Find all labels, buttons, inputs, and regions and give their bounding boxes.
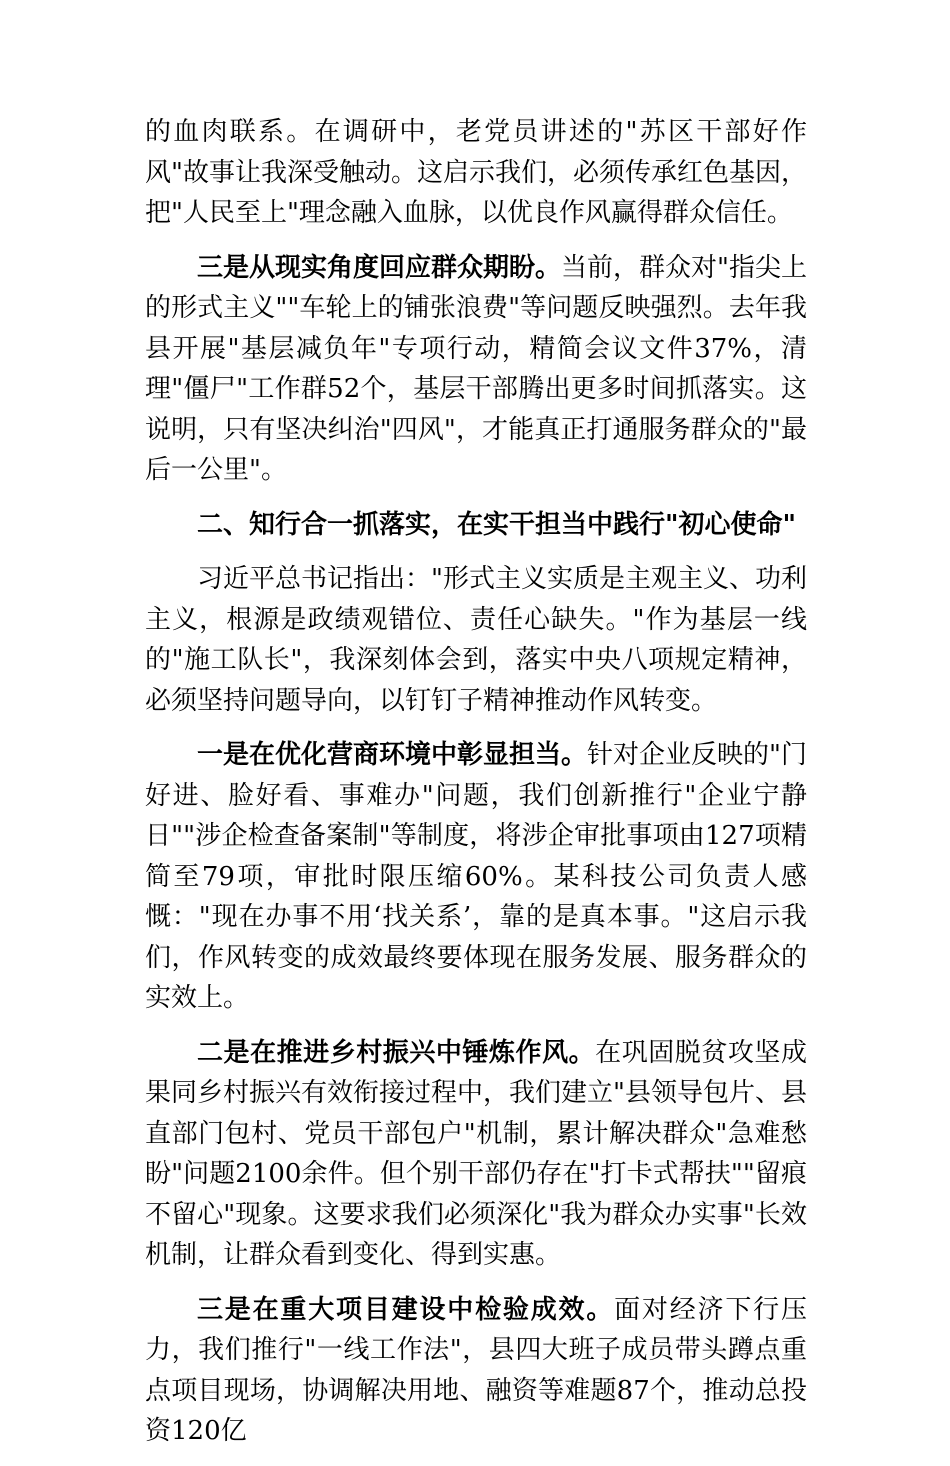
paragraph-text: 的血肉联系。在调研中，老党员讲述的"苏区干部好作风"故事让我深受触动。这启示我们，必须传承红色基因，把"人民至上"理念融入血脉，以优良作风赢得群众信任。	[145, 117, 807, 228]
section-heading-two: 二、知行合一抓落实，在实干担当中践行"初心使命"	[197, 509, 797, 540]
paragraph-text: 针对企业反映的"门好进、脸好看、事难办"问题，我们创新推行"企业宁静日""涉企检查备案制"等制度，将涉企审批事项由127项精简至79项，审批时限压缩60%。某科技公司负责人感慨："现在办事不用‘找关系’，靠的是真本事。"这启示我们，作风转变的成效最终要体现在服务发展、服务群众的实效上。	[145, 740, 807, 1013]
paragraph-lead: 三是从现实角度回应群众期盼。	[197, 252, 562, 283]
paragraph-text: 面对经济下行压力，我们推行"一线工作法"，县四大班子成员带头蹲点重点项目现场，协调解决用地、融资等难题87个，推动总投资120亿	[145, 1294, 807, 1446]
paragraph-lead: 二是在推进乡村振兴中锤炼作风。	[197, 1037, 596, 1068]
paragraph-major-projects	[145, 1290, 807, 1452]
paragraph-rural-revitalization	[145, 1033, 807, 1276]
paragraph-text: 习近平总书记指出："形式主义实质是主观主义、功利主义，根源是政绩观错位、责任心缺失。"作为基层一线的"施工队长"，我深刻体会到，落实中央八项规定精神，必须坚持问题导向，以钉钉子精神推动作风转变。	[145, 564, 807, 716]
paragraph-text: 当前，群众对"指尖上的形式主义""车轮上的铺张浪费"等问题反映强烈。去年我县开展"基层减负年"专项行动，精简会议文件37%，清理"僵尸"工作群52个，基层干部腾出更多时间抓落实。这说明，只有坚决纠治"四风"，才能真正打通服务群众的"最后一公里"。	[145, 252, 807, 485]
paragraph-continuation	[145, 112, 807, 234]
document-page	[145, 112, 807, 1466]
paragraph-business-environment	[145, 735, 807, 1019]
paragraph-third-point-expectations	[145, 248, 807, 491]
paragraph-quote	[145, 559, 807, 721]
paragraph-text: 在巩固脱贫攻坚成果同乡村振兴有效衔接过程中，我们建立"县领导包片、县直部门包村、党员干部包户"机制，累计解决群众"急难愁盼"问题2100余件。但个别干部仍存在"打卡式帮扶""留痕不留心"现象。这要求我们必须深化"我为群众办实事"长效机制，让群众看到变化、得到实惠。	[145, 1037, 807, 1270]
paragraph-lead: 一是在优化营商环境中彰显担当。	[197, 740, 588, 770]
paragraph-lead: 三是在重大项目建设中检验成效。	[197, 1294, 615, 1325]
